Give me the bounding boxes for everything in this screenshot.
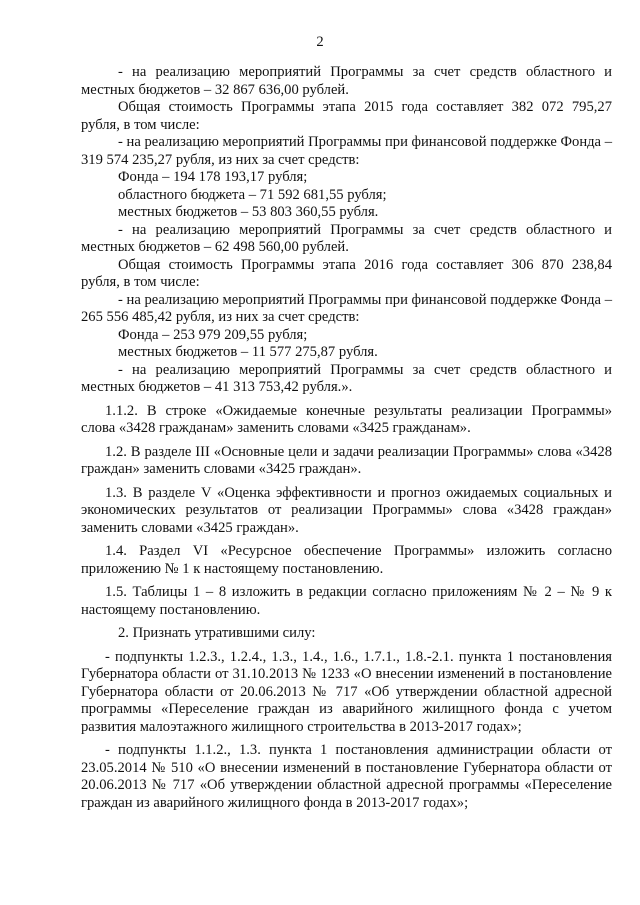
line-fund-2016: Фонда – 253 979 209,55 рубля; — [118, 326, 308, 343]
paragraph-repeal-decree-1233: - подпункты 1.2.3., 1.2.4., 1.3., 1.4., 1.6., 1.7.1., 1.8.-2.1. пункта 1 постановления Губернатора области от 31.10.2013 № 1233 «О внесении изменений в постановление Губернатора области от 20.06.2013 № 717 «Об утверждении областной адресной программы «Переселение граждан из аварийного жилищного фонда с учетом развития малоэтажного жилищного строительства в 2013-2017 годах»; — [81, 648, 612, 735]
line-regional-budget-2015: областного бюджета – 71 592 681,55 рубля; — [118, 186, 387, 203]
paragraph-regional-local-funds-2016: - на реализацию мероприятий Программы за счет средств областного и местных бюджетов – 41 313 753,42 рубля.». — [81, 361, 612, 395]
line-local-budgets-2016: местных бюджетов – 11 577 275,87 рубля. — [118, 344, 378, 360]
paragraph-item-2: 2. Признать утратившими силу: — [118, 625, 316, 641]
paragraph-item-1-1-2: 1.1.2. В строке «Ожидаемые конечные результаты реализации Программы» слова «3428 гражданам» заменить словами «3425 гражданам». — [81, 402, 612, 436]
line-local-budgets-2015: местных бюджетов – 53 803 360,55 рубля. — [118, 204, 379, 220]
paragraph-repeal-decree-510: - подпункты 1.1.2., 1.3. пункта 1 постановления администрации области от 23.05.2014 № 510 «О внесении изменений в постановление Губернатора области от 20.06.2013 № 717 «Об утверждении областной адресной программы «Переселение граждан из аварийного жилищного фонда в 2013-2017 годах»; — [81, 742, 612, 811]
paragraph-fund-support-2016: - на реализацию мероприятий Программы при финансовой поддержке Фонда – 265 556 485,42 рубля, из них за счет средств: — [81, 291, 612, 325]
document-body — [81, 64, 612, 812]
paragraph-fund-support-2015: - на реализацию мероприятий Программы при финансовой поддержке Фонда – 319 574 235,27 рубля, из них за счет средств: — [81, 134, 612, 168]
paragraph-item-1-5: 1.5. Таблицы 1 – 8 изложить в редакции согласно приложениям № 2 – № 9 к настоящему постановлению. — [81, 584, 612, 618]
paragraph-total-cost-2015: Общая стоимость Программы этапа 2015 года составляет 382 072 795,27 рубля, в том числе: — [81, 99, 612, 133]
paragraph-regional-local-funds-2015: - на реализацию мероприятий Программы за счет средств областного и местных бюджетов – 62 498 560,00 рублей. — [81, 221, 612, 255]
line-fund-2015: Фонда – 194 178 193,17 рубля; — [118, 169, 308, 185]
paragraph-item-1-2: 1.2. В разделе III «Основные цели и задачи реализации Программы» слова «3428 граждан» заменить словами «3425 граждан». — [81, 443, 612, 477]
paragraph-item-1-3: 1.3. В разделе V «Оценка эффективности и прогноз ожидаемых социальных и экономических результатов от реализации Программы» слова «3428 граждан» заменить словами «3425 граждан». — [81, 484, 612, 536]
paragraph-item-1-4: 1.4. Раздел VI «Ресурсное обеспечение Программы» изложить согласно приложению № 1 к настоящему постановлению. — [81, 543, 612, 577]
paragraph-total-cost-2016: Общая стоимость Программы этапа 2016 года составляет 306 870 238,84 рубля, в том числе: — [81, 256, 612, 290]
page-number: 2 — [316, 34, 324, 50]
paragraph-regional-local-funds-2014: - на реализацию мероприятий Программы за счет средств областного и местных бюджетов – 32 867 636,00 рублей. — [81, 64, 612, 98]
